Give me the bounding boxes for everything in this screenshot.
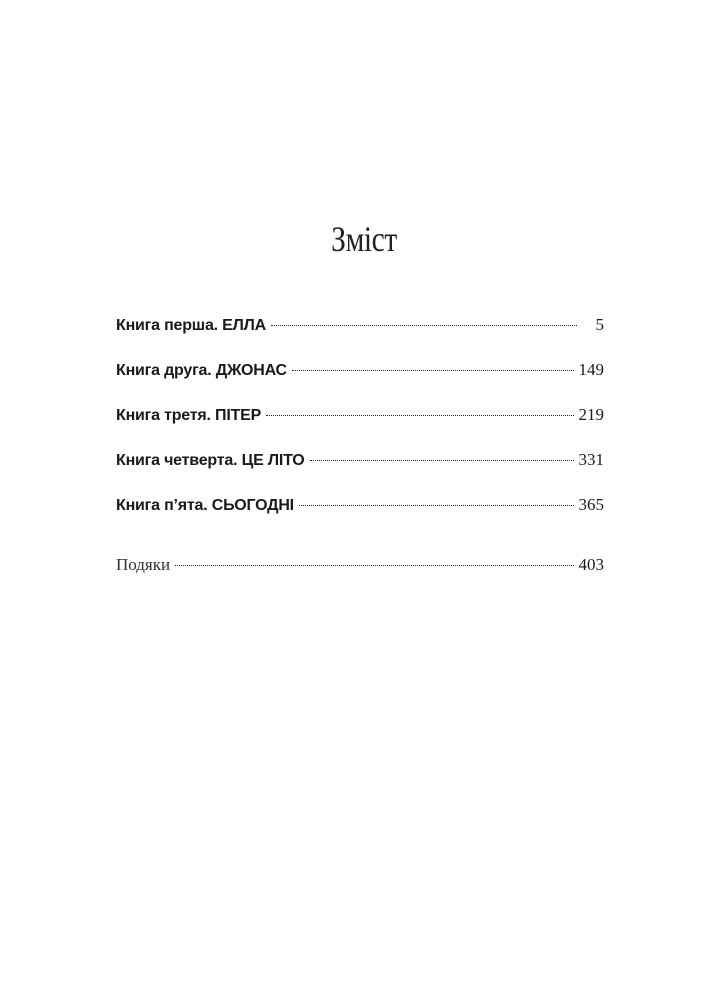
dot-leader [271,325,577,326]
toc-entry-book-3 [116,404,604,449]
toc-entry-name: ПІТЕР [215,407,262,424]
toc-entry-page: 365 [578,495,604,514]
table-of-contents [116,314,604,599]
toc-entry-label [116,360,287,382]
toc-entry-page: 219 [578,405,604,424]
toc-entry-page: 331 [578,450,604,469]
page-title: Зміст [331,219,397,259]
toc-entry-book: Книга п’ята. [116,497,208,514]
toc-entry-label: Подяки [116,555,171,574]
toc-entry-acknowledgements [116,554,604,599]
toc-entry-page: 403 [578,555,604,574]
toc-entry-book: Книга четверта. [116,452,238,469]
toc-entry-book: Книга перша. [116,317,218,334]
dot-leader [310,460,574,461]
toc-entry-book-5 [116,494,604,539]
toc-entry-name: СЬОГОДНІ [211,497,294,514]
dot-leader [175,565,573,566]
toc-entry-book: Книга друга. [116,362,212,379]
toc-entry-label [116,405,261,427]
toc-entry-book-1 [116,314,604,359]
toc-entry-name: ЕЛЛА [222,317,267,334]
toc-entry-book: Книга третя. [116,407,211,424]
toc-entry-label [116,495,294,517]
toc-entry-page: 149 [578,360,604,379]
dot-leader [292,370,574,371]
dot-leader [299,505,574,506]
toc-entry-book-2 [116,359,604,404]
toc-entry-book-4 [116,449,604,494]
toc-entry-label [116,315,266,337]
toc-entry-label [116,450,305,472]
toc-entry-name: ЦЕ ЛІТО [241,452,305,469]
toc-entry-name: ДЖОНАС [215,362,287,379]
toc-entry-page: 5 [595,315,604,334]
dot-leader [266,415,573,416]
